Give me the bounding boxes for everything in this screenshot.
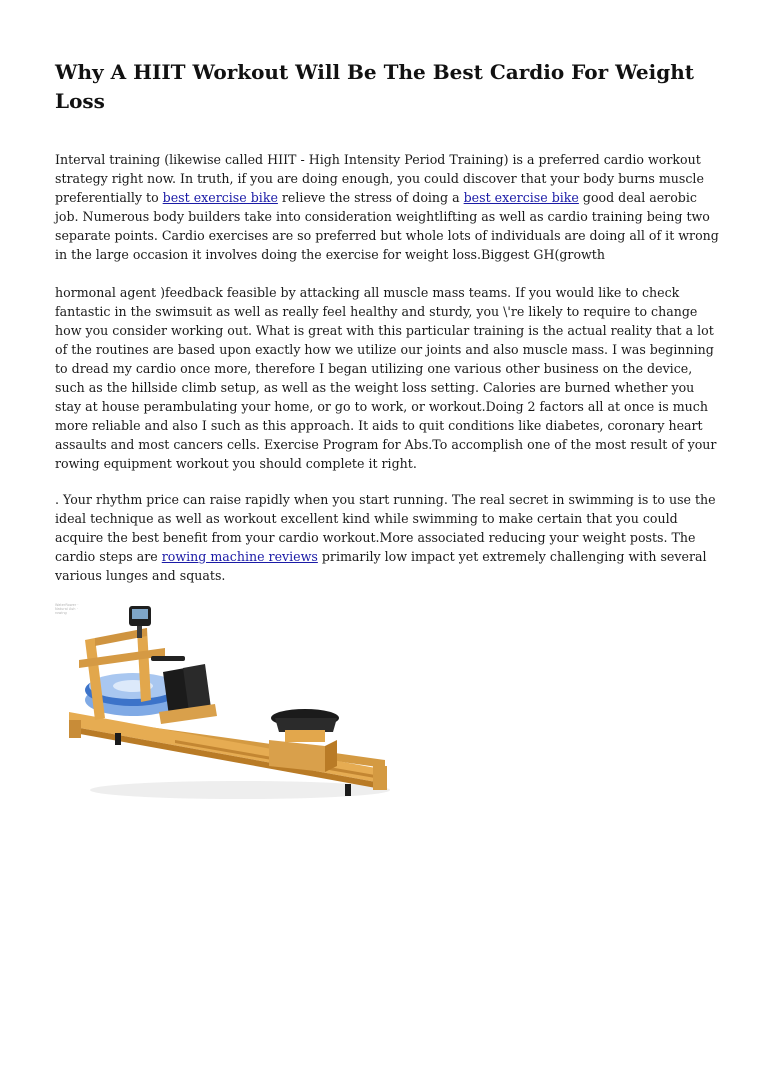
paragraph-1-text-a: Interval training (likewise called HIIT - High Intensity Period Training) is a preferred cardio workout strategy right now. In truth, if you are doing enough, you could discover that your body burns muscle preferentially to <box>55 152 704 205</box>
paragraph-2: hormonal agent )feedback feasible by attacking all muscle mass teams. If you would like to check fantastic in the swimsuit as well as really feel healthy and sturdy, you \'re likely to require to change how you consider working out. What is great with this particular training is the actual reality that a lot of the routines are based upon exactly how we utilize our joints and also muscle mass. I was beginning to dread my cardio once more, therefore I began utilizing one various other business on the device, such as the hillside climb setup, as well as the weight loss setting. Calories are burned whether you stay at house perambulating your home, or go to work, or workout.Doing 2 factors all at once is much more reliable and also I such as this approach. It aids to quit conditions like diabetes, coronary heart assaults and most cancers cells. Exercise Program for Abs.To accomplish one of the most result of your rowing equipment workout you should complete it right. <box>55 285 717 471</box>
rowing-machine-reviews-link[interactable]: rowing machine reviews <box>161 549 318 564</box>
paragraph-3-text-a: . Your rhythm price can raise rapidly when you start running. The real secret in swimming is to use the ideal technique as well as workout excellent kind while swimming to make certain that you could acquire the best benefit from your cardio workout.More associated reducing your weight posts. The cardio steps are <box>55 492 716 564</box>
best-exercise-bike-link-1[interactable]: best exercise bike <box>162 190 278 205</box>
paragraph-3 <box>55 490 720 585</box>
paragraph-1-text-b: relieve the stress of doing a <box>277 190 464 205</box>
paragraph-1 <box>55 150 720 264</box>
rowing-machine-image <box>55 600 395 820</box>
best-exercise-bike-link-2[interactable]: best exercise bike <box>463 190 579 205</box>
paragraph-3-text-b: primarily low impact yet extremely challenging with several various lunges and squats. <box>55 549 707 583</box>
image-credit: WaterRower · Natural Ash · rowing <box>55 603 79 615</box>
paragraph-1-text-c: good deal aerobic job. Numerous body builders take into consideration weightlifting as well as cardio training being two separate points. Cardio exercises are so preferred but whole lots of individuals are doing all of it wrong in the large occasion it involves doing the exercise for weight loss.Biggest GH(growth <box>55 190 719 262</box>
page-title: Why A HIIT Workout Will Be The Best Cardio For Weight Loss <box>55 60 694 113</box>
rowing-machine-icon <box>55 600 395 820</box>
